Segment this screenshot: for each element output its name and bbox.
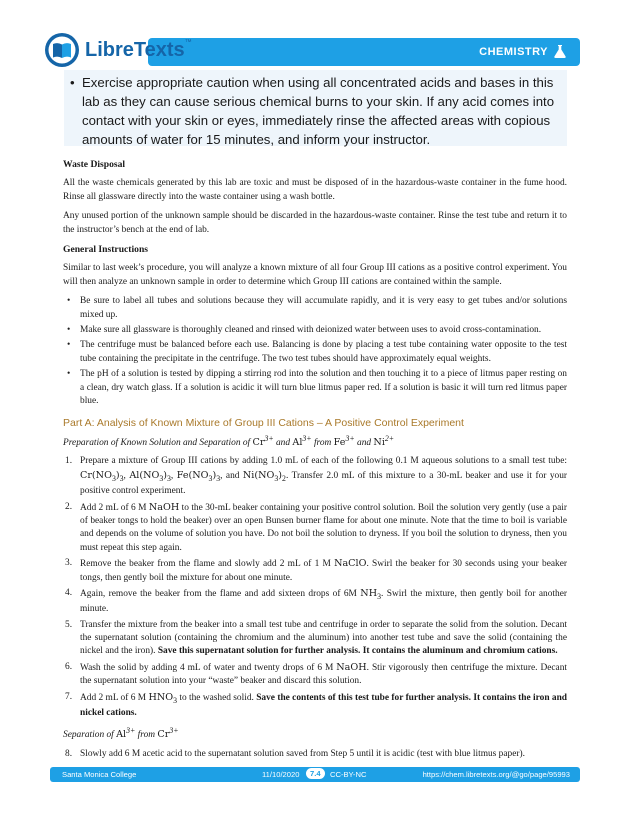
logo-wordmark: LibreTexts™ (85, 38, 192, 61)
bullet-item: • Be sure to label all tubes and solutions because they will accumulate rapidly, and it is very easy to get tubes and/or solutions mixed up. (77, 295, 567, 322)
general-instructions-heading: General Instructions (63, 244, 149, 256)
procedure-steps-continued (65, 748, 567, 761)
footer-page-number: 7.4 (306, 768, 325, 779)
general-bullet-list (77, 295, 567, 408)
step-5: 5. Transfer the mixture from the beaker into a small test tube and centrifuge in order to separate the solid from the solution. Decant the supernatant solution (containing the chromium and the aluminum) into another test tube and save the solid (containing the nickel and the iron). Save this supernatant solution for further analysis. It contains the aluminum and chromium cations. (65, 619, 567, 657)
footer-url-link[interactable]: https://chem.libretexts.org/@go/page/95993 (422, 770, 570, 779)
waste-paragraph-2: Any unused portion of the unknown sample should be discarded in the hazardous-waste container. Rinse the test tube and return it to the instructor’s bench at the end of lab. (63, 211, 567, 235)
bullet-item: • The pH of a solution is tested by dipping a stirring rod into the solution and then touching it to a piece of litmus paper resting on a clean, dry watch glass. If a solution is acidic it will turn blue litmus paper red. If a solution is basic it will turn red litmus paper blue. (77, 368, 567, 408)
page-footer (50, 767, 580, 782)
bullet-item: • The centrifuge must be balanced before each use. Balancing is done by placing a test tube containing water opposite to the test tube containing the precipitate in the centrifuge. The two test tubes should have approximately equal weights. (77, 339, 567, 366)
footer-institution: Santa Monica College (62, 770, 137, 779)
step-4: 4. Again, remove the beaker from the flame and add sixteen drops of 6M $NH_3$. Swirl the mixture, then gently boil for another minute. (65, 587, 567, 615)
footer-license: CC-BY-NC (330, 770, 367, 779)
preparation-subheading: Preparation of Known Solution and Separation of $Cr^{3+}$ and $Al^{3+}$ from $Fe^{3+}$ and $Ni^{2+}$ (63, 433, 395, 449)
step-6: 6. Wash the solid by adding 4 mL of water and twenty drops of 6 M NaOH. Stir vigorously then centrifuge the mixture. Decant the supernatant solution into your “waste” beaker and discard this solution. (65, 661, 567, 687)
waste-disposal-heading: Waste Disposal (63, 159, 126, 170)
subject-text: CHEMISTRY (479, 45, 548, 58)
bullet-item: • Make sure all glassware is thoroughly cleaned and rinsed with deionized water between uses to avoid cross-contamination. (77, 324, 567, 337)
libretexts-logo-icon (44, 32, 80, 68)
footer-date: 11/10/2020 (262, 770, 300, 779)
libretexts-logo[interactable] (44, 32, 192, 68)
step-2: 2. Add 2 mL of 6 M NaOH to the 30-mL beaker containing your positive control solution. Boil the solution very gently (use a pair of beaker tongs to hold the beaker) over an open Bunsen burner flame for about one minute. Note that the time to boil is variable and depends on the volume of solution you have. Do not boil the solution to dryness. If you boil the solution to dryness, then you must repeat this step again. (65, 501, 567, 553)
step-7: 7. Add 2 mL of 6 M $HNO_3$ to the washed solid. Save the contents of this test tube for further analysis. It contains the iron and nickel cations. (65, 691, 567, 718)
flask-icon (554, 45, 566, 58)
caution-item: • Exercise appropriate caution when using all concentrated acids and bases in this lab as they can cause serious chemical burns to your skin. If any acid comes into contact with your skin or eyes, immediately rinse the affected areas with copious amounts of water for 15 minutes, and inform your instructor. (64, 70, 567, 149)
document-body (63, 158, 567, 763)
procedure-steps (65, 455, 568, 720)
caution-callout (64, 70, 567, 146)
part-a-title: Part A: Analysis of Known Mixture of Group III Cations – A Positive Control Experiment (63, 416, 464, 429)
general-paragraph: Similar to last week’s procedure, you will analyze a known mixture of all four Group III cations as a positive control experiment. You will then analyze an unknown sample in order to determine which Group III cations are contained within the sample. (63, 263, 567, 287)
separation-subheading: Separation of $Al^{3+}$ from $Cr^{3+}$ (63, 726, 179, 741)
subject-label[interactable] (479, 45, 566, 58)
waste-paragraph-1: All the waste chemicals generated by this lab are toxic and must be disposed of in the hazardous-waste container in the fume hood. Rinse all glassware directly into the waste container using a wash bottle. (63, 178, 567, 202)
step-3: 3. Remove the beaker from the flame and slowly add 2 mL of 1 M NaClO. Swirl the beaker for 30 seconds using your beaker tongs, then gently boil the mixture for about one minute. (65, 558, 568, 583)
header-bar (148, 38, 580, 66)
step-8: 8. Slowly add 6 M acetic acid to the supernatant solution saved from Step 5 until it is acidic (test with blue litmus paper). (65, 748, 525, 759)
step-1: 1. Prepare a mixture of Group III cations by adding 1.0 mL of each of the following 0.1 M aqueous solutions to a small test tube: $Cr(NO_3)_3$, $Al(NO_3)_3$, $Fe(NO_3)_3$, and $Ni(NO_3)_2$. Transfer 2.0 mL of this mixture to a 30-mL beaker and use it for your positive control experiment. (65, 456, 568, 497)
